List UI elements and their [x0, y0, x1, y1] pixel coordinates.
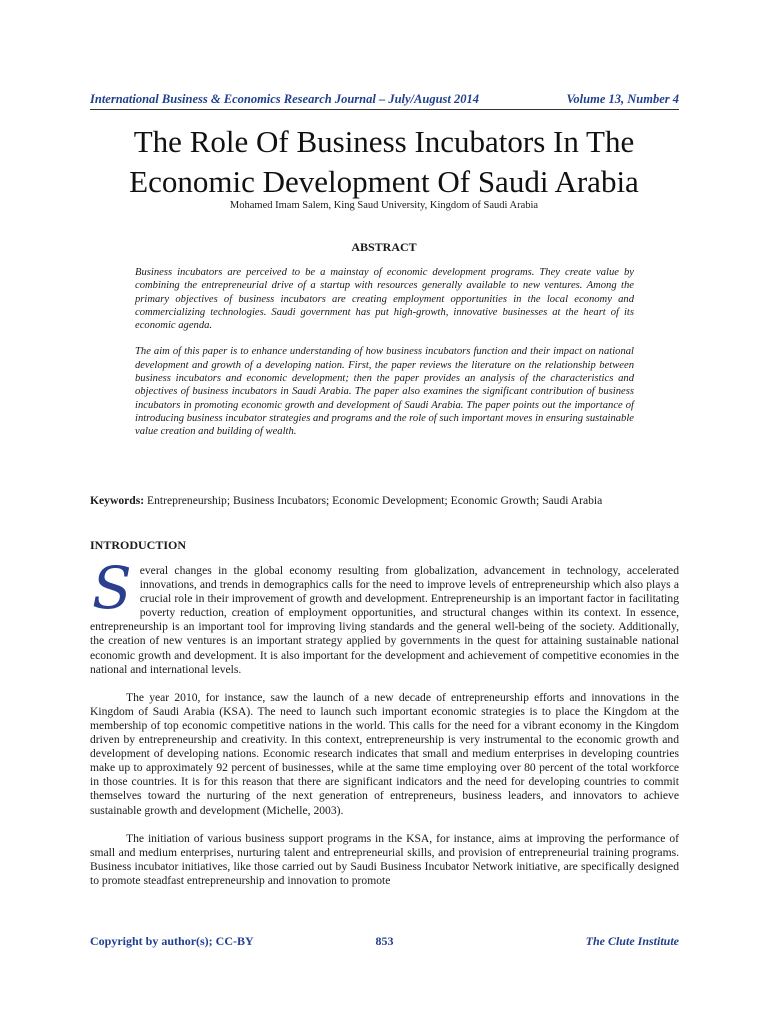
footer-publisher: The Clute Institute [585, 934, 679, 948]
abstract-heading: ABSTRACT [351, 240, 417, 254]
body-paragraph: The year 2010, for instance, saw the launch of a new decade of entrepreneurship efforts and innovations in the Kingdom of Saudi Arabia (KSA). The need to launch such important economic strategies is to place the Kingdom at the membership of top economic competitive nations in the world. This calls for the need for a vibrant economy in the Kingdom driven by entrepreneurship and creativity. In this context, entrepreneurship is very instrumental to the economic growth and development of developing nations. Economic research indicates that small and medium enterprises in developing countries make up to approximately 92 percent of businesses, while at the same time employing over 80 percent of the total workforce in those countries. It is for this reason that there are significant indicators and the need for developing countries to commit themselves toward the nurturing of the next generation of entrepreneurs, business leaders, and innovators to achieve sustainable growth and development (Michelle, 2003). [90, 690, 679, 817]
drop-cap: S [92, 554, 132, 622]
volume-number: Volume 13, Number 4 [566, 92, 679, 106]
abstract-paragraph: The aim of this paper is to enhance understanding of how business incubators function and their impact on national development and growth of a developing nation. First, the paper reviews the literature on the relationship between business incubators and economic development; then the paper provides an analysis of the characteristics and objectives of business incubators in Saudi Arabia. The paper also examines the significant contribution of business incubators in promoting economic growth and development of Saudi Arabia. The paper points out the importance of introducing business incubator strategies and programs and the role of such important moves in ensuring sustainable value creation and building of wealth. [135, 346, 634, 438]
page-number: 853 [375, 934, 394, 948]
keywords-list: Entrepreneurship; Business Incubators; Economic Development; Economic Growth; Saudi Arabia [147, 494, 603, 507]
body-paragraph [90, 554, 679, 677]
header-rule [90, 109, 679, 110]
introduction-heading: INTRODUCTION [90, 538, 187, 552]
title-line-2: Economic Development Of Saudi Arabia [129, 164, 639, 199]
paper-title [60, 122, 708, 202]
abstract-body [135, 266, 634, 452]
title-line-1: The Role Of Business Incubators In The [133, 124, 635, 159]
page-footer [90, 934, 679, 949]
running-header [90, 92, 679, 107]
introduction-body [90, 554, 679, 902]
keywords-line [90, 494, 679, 507]
footer-copyright: Copyright by author(s); CC-BY [90, 934, 254, 948]
abstract-paragraph: Business incubators are perceived to be a mainstay of economic development programs. They create value by combining the entrepreneurial drive of a startup with resources generally available to new ventures. Among the primary objectives of business incubators are creating employment opportunities in the local economy and commercializing technologies. Saudi government has put high-growth, innovative businesses at the heart of its economic agenda. [135, 267, 634, 332]
body-paragraph: The initiation of various business support programs in the KSA, for instance, aims at improving the performance of small and medium enterprises, nurturing talent and entrepreneurial skills, and provision of entrepreneurial training programs. Business incubator initiatives, like those carried out by Saudi Business Incubator Network initiative, are specifically designed to promote steadfast entrepreneurship and innovation to promote [90, 831, 679, 887]
body-paragraph-text: everal changes in the global economy resulting from globalization, advancement in technology, accelerated innovations, and trends in demographics calls for the need to improve levels of entrepreneurship which also plays a crucial role in their improvement of growth and development. Entrepreneurship is an important factor in facilitating poverty reduction, creation of employment opportunities, and structural changes within its context. In essence, entrepreneurship is an important tool for improving living standards and the general well-being of the society. Additionally, the creation of new ventures is an important strategy applied by governments in the quest for attaining sustainable national economic growth and development. It is also important for the development and achievement of competitive economies in the national and international levels. [90, 564, 679, 676]
journal-name: International Business & Economics Research Journal – July/August 2014 [90, 92, 479, 106]
keywords-label: Keywords: [90, 494, 145, 507]
author-line: Mohamed Imam Salem, King Saud University, Kingdom of Saudi Arabia [229, 200, 539, 211]
